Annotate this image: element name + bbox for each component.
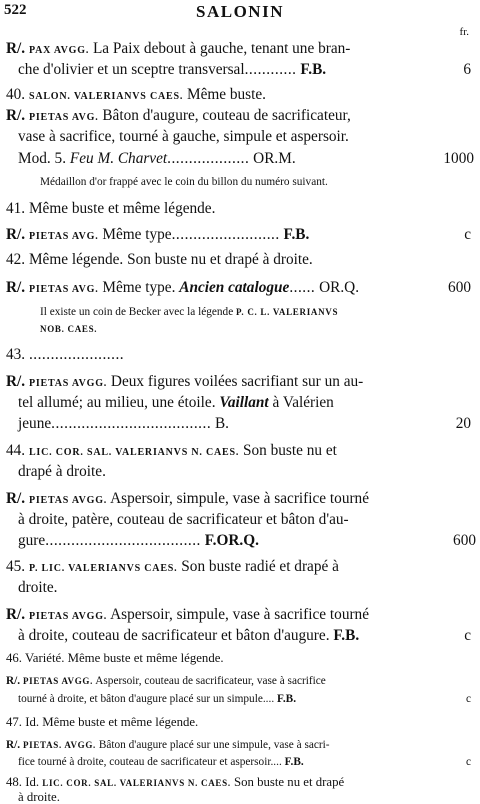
entry-heading-cont: drapé à droite. <box>18 463 106 480</box>
price-column-label: fr. <box>459 26 469 38</box>
price: 20 <box>455 415 471 432</box>
entry-heading-cont: à droite. <box>18 790 60 804</box>
entry-heading: 42. Même légende. Son buste nu et drapé à droite. <box>6 251 313 268</box>
reverse-line: R/. PIETAS AVGG. Aspersoir, simpule, vase à sacrifice tourné <box>6 606 369 623</box>
price: 600 <box>448 279 471 296</box>
running-title: SALONIN <box>196 2 284 21</box>
reverse-line: fice tourné à droite, couteau de sacrificateur et aspersoir.... F.B. <box>18 756 304 768</box>
reverse-line: tel allumé; au milieu, une étoile. Vaillant à Valérien <box>18 394 334 411</box>
reverse-line: che d'olivier et un sceptre transversal............ F.B. <box>18 61 327 78</box>
reverse-line: vase à sacrifice, tourné à gauche, simpule et aspersoir. <box>18 128 349 145</box>
reverse-line: R/. PIETAS. AVGG. Bâton d'augure placé sur une simpule, vase à sacri- <box>6 739 330 751</box>
price: c <box>464 627 471 644</box>
entry-heading: 48. Id. LIC. COR. SAL. VALERIANVS N. CAES. Son buste nu et drapé <box>6 775 345 789</box>
price: 1000 <box>443 150 474 167</box>
entry-heading: 41. Même buste et même légende. <box>6 200 216 217</box>
price: c <box>465 693 471 705</box>
reverse-line: R/. PIETAS AVG. Bâton d'augure, couteau de sacrificateur, <box>6 107 351 124</box>
entry-heading: 44. LIC. COR. SAL. VALERIANVS N. CAES. Son buste nu et <box>6 442 337 459</box>
entry-heading: 47. Id. Même buste et même légende. <box>6 715 199 729</box>
reverse-line: Mod. 5. Feu M. Charvet................... OR.M. <box>18 150 296 167</box>
reverse-line: R/. PIETAS AVGG. Deux figures voilées sacrifiant sur un au- <box>6 373 364 390</box>
reverse-line: R/. PIETAS AVGG. Aspersoir, couteau de sacrificateur, vase à sacrifice <box>6 675 326 687</box>
reverse-line: R/. PIETAS AVGG. Aspersoir, simpule, vase à sacrifice tourné <box>6 490 369 507</box>
entry-heading: 46. Variété. Même buste et même légende. <box>6 651 224 665</box>
reverse-line: R/. PIETAS AVG. Même type. Ancien catalogue...... OR.Q. <box>6 279 360 296</box>
entry-heading-cont: droite. <box>18 579 58 596</box>
footnote: Médaillon d'or frappé avec le coin du billon du numéro suivant. <box>40 176 328 188</box>
price: 6 <box>463 61 471 78</box>
entry-heading: 40. SALON. VALERIANVS CAES. Même buste. <box>6 86 266 103</box>
reverse-line: gure.................................... F.OR.Q. <box>18 532 259 549</box>
reverse-line: R/. PAX AVGG. La Paix debout à gauche, tenant une bran- <box>6 40 351 57</box>
price: c <box>464 226 471 243</box>
reverse-line: à droite, couteau de sacrificateur et bâton d'augure. F.B. <box>18 627 360 644</box>
price: c <box>465 756 471 768</box>
reverse-line: à droite, patère, couteau de sacrificateur et bâton d'au- <box>18 511 349 528</box>
entry-heading: 45. P. LIC. VALERIANVS CAES. Son buste radié et drapé à <box>6 558 339 575</box>
reverse-line: jeune..................................... B. <box>18 415 229 432</box>
reverse-line: R/. PIETAS AVG. Même type......................... F.B. <box>6 226 310 243</box>
footnote: NOB. CAES. <box>40 324 98 334</box>
page-number: 522 <box>4 2 27 18</box>
reverse-line: tourné à droite, et bâton d'augure placé sur un simpule.... F.B. <box>18 693 297 705</box>
entry-heading: 43. ...................... <box>6 346 125 363</box>
footnote: Il existe un coin de Becker avec la légende P. C. L. VALERIANVS <box>40 306 339 318</box>
price: 600 <box>453 532 476 549</box>
